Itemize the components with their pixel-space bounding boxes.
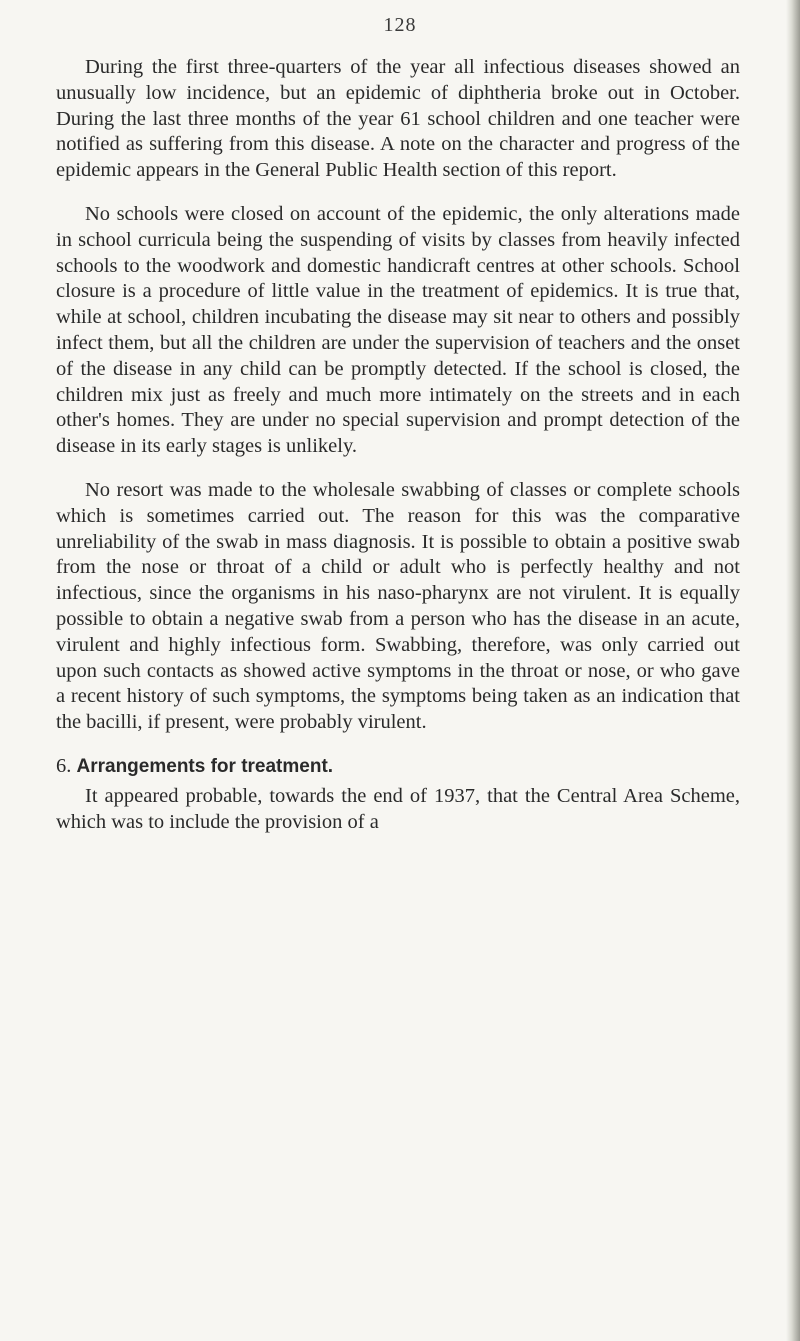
section-heading bbox=[56, 754, 740, 780]
page-number: 128 bbox=[383, 14, 417, 36]
page-content bbox=[56, 55, 740, 853]
section-number: 6. bbox=[56, 754, 72, 777]
section-title: Arrangements for treatment. bbox=[76, 755, 334, 777]
paragraph-school-closure: No schools were closed on account of the epidemic, the only alterations made in school curricula being the suspending of visits by classes from heavily infected schools to the woodwork and domestic handicraft centres at other schools. School closure is a procedure of little value in the treatment of epidemics. It is true that, while at school, children incubating the disease may sit near to others and possibly infect them, but all the children are under the supervision of teachers and the onset of the disease in any child can be promptly detected. If the school is closed, the children mix just as freely and much more intimately on the streets and in each other's homes. They are under no special supervision and prompt detection of the disease in its early stages is unlikely. bbox=[56, 202, 740, 458]
paragraph-treatment: It appeared probable, towards the end of 1937, that the Central Area Scheme, which was to include the provision of a bbox=[56, 784, 740, 833]
paragraph-epidemic-overview: During the first three-quarters of the year all infectious diseases showed an unusually low incidence, but an epidemic of diphtheria broke out in October. During the last three months of the year 61 school children and one teacher were notified as suffering from this disease. A note on the character and progress of the epidemic appears in the General Public Health section of this report. bbox=[56, 56, 740, 182]
page-edge-shadow bbox=[786, 0, 800, 1341]
paragraph-swabbing: No resort was made to the wholesale swabbing of classes or complete schools which is sometimes carried out. The reason for this was the comparative unreliability of the swab in mass diagnosis. It is possible to obtain a positive swab from the nose or throat of a child or adult who is perfectly healthy and not infectious, since the organisms in his naso-pharynx are not virulent. It is equally possible to obtain a negative swab from a person who has the disease in an acute, virulent and highly infectious form. Swabbing, therefore, was only carried out upon such contacts as showed active symptoms in the throat or nose, or who gave a recent history of such symptoms, the symptoms being taken as an indication that the bacilli, if present, were probably virulent. bbox=[56, 478, 740, 734]
